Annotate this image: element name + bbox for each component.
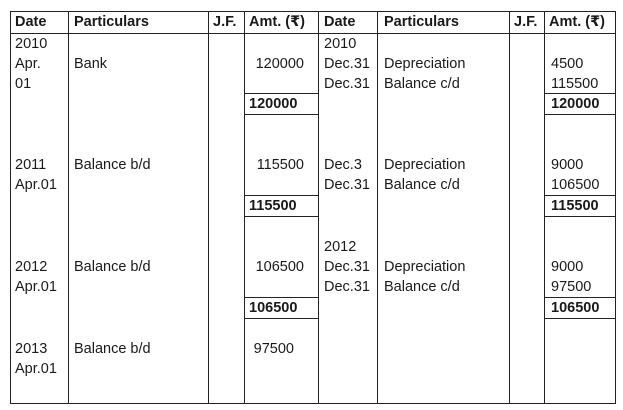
- debit-amount: 97500: [253, 341, 294, 357]
- credit-particulars: Balance c/d: [384, 279, 460, 295]
- debit-amount: 106500: [255, 259, 304, 275]
- debit-amount: 120000: [255, 56, 304, 72]
- header-particulars-left: Particulars: [74, 14, 149, 30]
- total-rule: [545, 114, 615, 115]
- debit-date: 2013: [15, 341, 48, 357]
- col-border: [318, 11, 319, 404]
- credit-total: 106500: [551, 300, 600, 316]
- total-rule: [245, 216, 318, 217]
- col-border: [208, 11, 209, 404]
- credit-particulars: Balance c/d: [384, 177, 460, 193]
- credit-date: Dec.31: [324, 177, 370, 193]
- col-border: [10, 11, 11, 404]
- total-rule: [245, 114, 318, 115]
- debit-date: Apr.: [15, 56, 41, 72]
- debit-date: 2012: [15, 259, 48, 275]
- credit-total: 115500: [551, 198, 599, 214]
- debit-particulars: Balance b/d: [74, 341, 151, 357]
- total-rule: [545, 318, 615, 319]
- debit-total: 106500: [249, 300, 298, 316]
- credit-particulars: Depreciation: [384, 157, 466, 173]
- credit-amount: 9000: [551, 157, 584, 173]
- credit-date: Dec.31: [324, 76, 370, 92]
- header-date-left: Date: [15, 14, 47, 30]
- debit-date: 2010: [15, 36, 48, 52]
- col-border: [509, 11, 510, 404]
- credit-date: Dec.31: [324, 259, 370, 275]
- debit-amount: [246, 359, 304, 379]
- debit-amount: [246, 277, 304, 297]
- table-bottom-border: [10, 403, 616, 404]
- header-amount-right: Amt. (₹): [549, 14, 605, 30]
- credit-date: Dec.31: [324, 279, 370, 295]
- debit-amount: [246, 74, 304, 94]
- credit-particulars: Depreciation: [384, 259, 466, 275]
- col-border: [377, 11, 378, 404]
- debit-total: 115500: [249, 198, 297, 214]
- credit-date: Dec.3: [324, 157, 362, 173]
- debit-total: 120000: [249, 96, 298, 112]
- credit-amount: 106500: [551, 177, 600, 193]
- header-amount-left: Amt. (₹): [249, 14, 305, 30]
- debit-particulars: Balance b/d: [74, 259, 151, 275]
- credit-particulars: Balance c/d: [384, 76, 460, 92]
- debit-date: Apr.01: [15, 177, 57, 193]
- col-border: [68, 11, 69, 404]
- credit-date: 2010: [324, 36, 357, 52]
- debit-date: 01: [15, 76, 32, 92]
- debit-date: Apr.01: [15, 279, 57, 295]
- debit-amount: [246, 175, 304, 195]
- credit-amount: 97500: [551, 279, 592, 295]
- credit-amount: 115500: [551, 76, 599, 92]
- debit-amount: [246, 237, 304, 257]
- credit-amount: 9000: [551, 259, 584, 275]
- debit-particulars: Bank: [74, 56, 108, 72]
- header-divider: [10, 33, 616, 34]
- debit-date: Apr.01: [15, 361, 57, 377]
- col-border: [244, 11, 245, 404]
- total-rule: [545, 216, 615, 217]
- header-jf-right: J.F.: [514, 14, 538, 30]
- header-date-right: Date: [324, 14, 356, 30]
- debit-amount: 115500: [256, 157, 304, 173]
- credit-date: 2012: [324, 239, 357, 255]
- col-border: [615, 11, 616, 404]
- debit-date: 2011: [15, 157, 47, 173]
- debit-particulars: Balance b/d: [74, 157, 151, 173]
- credit-total: 120000: [551, 96, 600, 112]
- total-rule: [245, 318, 318, 319]
- header-jf-left: J.F.: [213, 14, 237, 30]
- header-particulars-right: Particulars: [384, 14, 459, 30]
- credit-amount: 4500: [551, 56, 584, 72]
- debit-amount: [246, 34, 304, 54]
- col-border: [544, 11, 545, 404]
- credit-date: Dec.31: [324, 56, 370, 72]
- credit-particulars: Depreciation: [384, 56, 466, 72]
